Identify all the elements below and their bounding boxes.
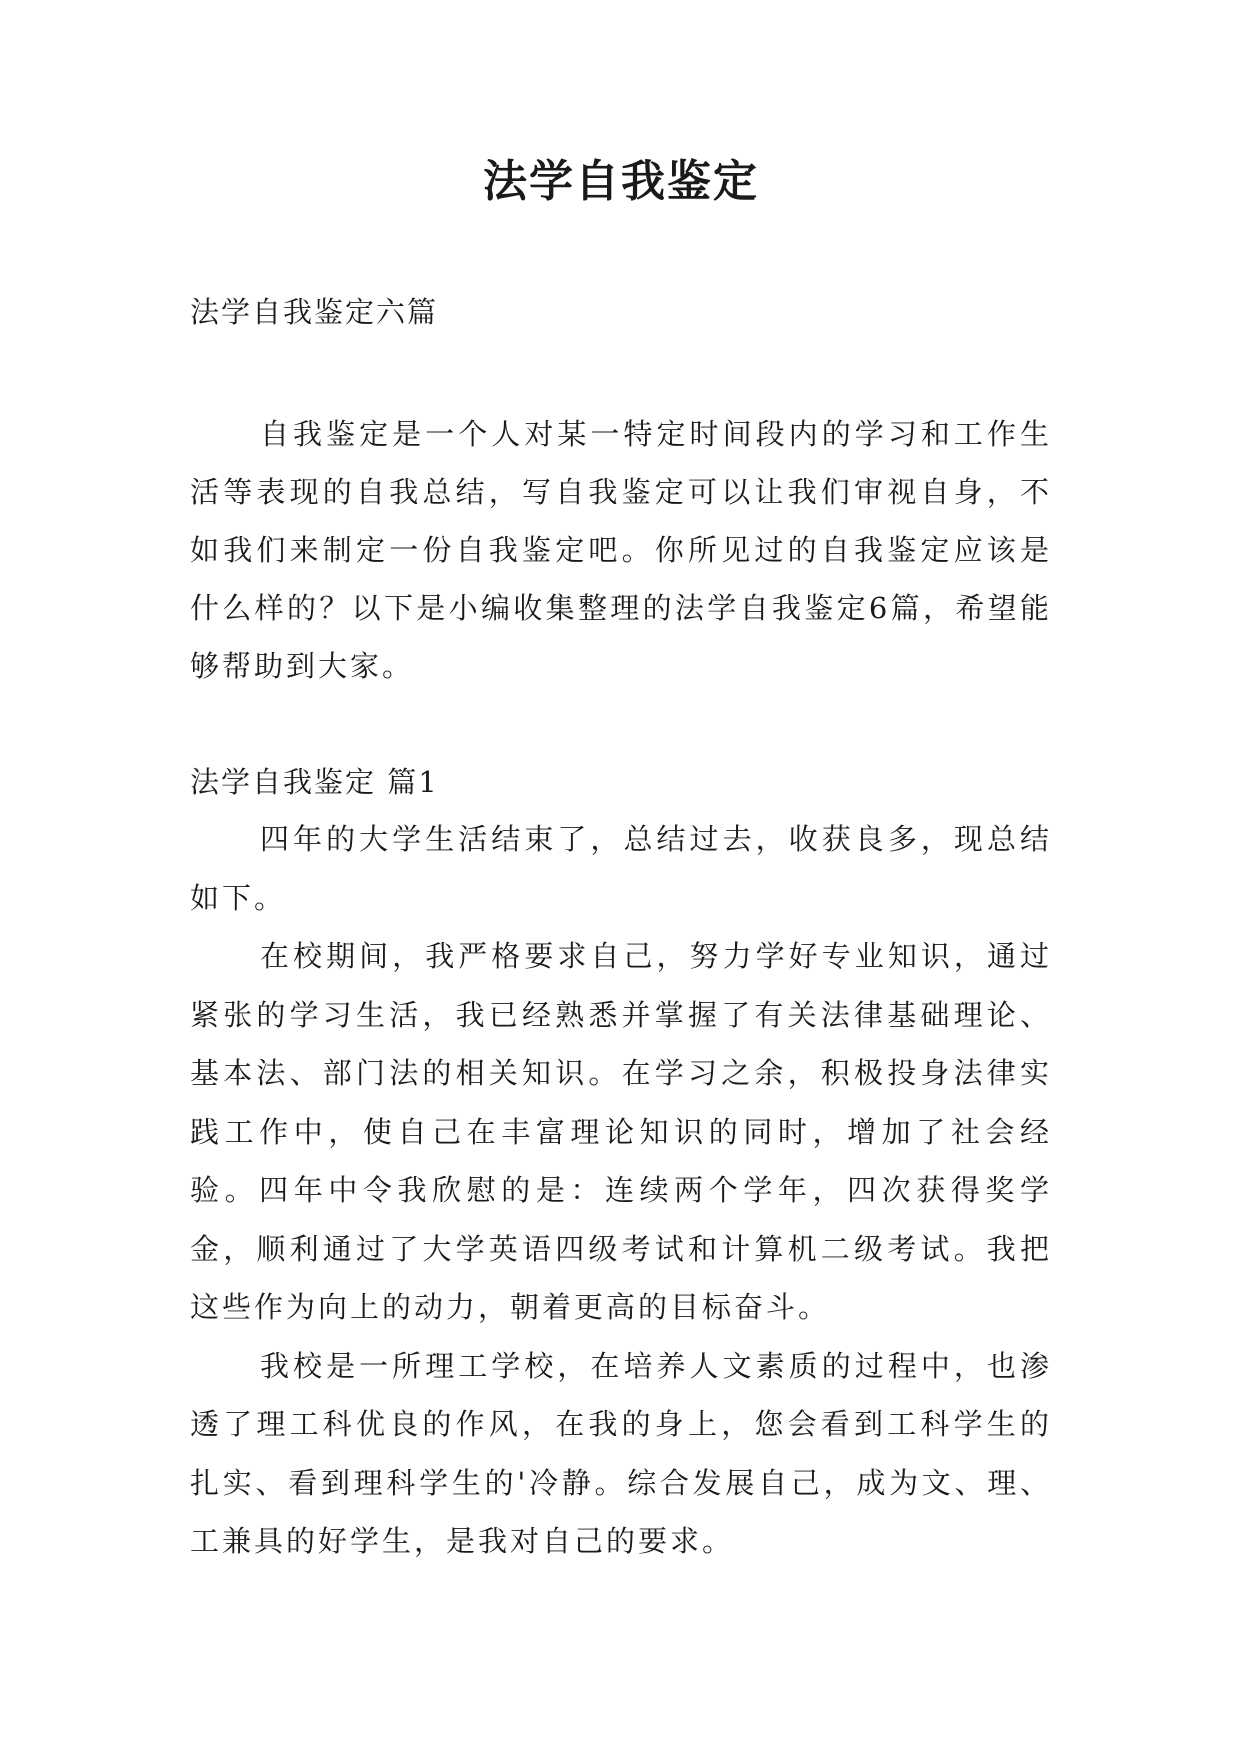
document-title: 法学自我鉴定 — [483, 156, 759, 207]
section-heading: 法学自我鉴定 篇1 — [190, 765, 439, 799]
body-paragraph-1: 四年的大学生活结束了，总结过去，收获良多，现总结如下。 — [190, 822, 1052, 915]
intro-paragraph: 自我鉴定是一个人对某一特定时间段内的学习和工作生活等表现的自我总结，写自我鉴定可以让我们审视自身，不如我们来制定一份自我鉴定吧。你所见过的自我鉴定应该是什么样的？以下是小编收集整理的法学自我鉴定6篇，希望能够帮助到大家。 — [190, 417, 1052, 683]
body-paragraph-2: 在校期间，我严格要求自己，努力学好专业知识，通过紧张的学习生活，我已经熟悉并掌握了有关法律基础理论、基本法、部门法的相关知识。在学习之余，积极投身法律实践工作中，使自己在丰富理论知识的同时，增加了社会经验。四年中令我欣慰的是：连续两个学年，四次获得奖学金，顺利通过了大学英语四级考试和计算机二级考试。我把这些作为向上的动力，朝着更高的目标奋斗。 — [190, 939, 1052, 1324]
body-paragraph-3: 我校是一所理工学校，在培养人文素质的过程中，也渗透了理工科优良的作风，在我的身上，您会看到工科学生的扎实、看到理科学生的'冷静。综合发展自己，成为文、理、工兼具的好学生，是我对自己的要求。 — [190, 1348, 1052, 1558]
section-body — [190, 810, 1052, 1571]
document-subtitle: 法学自我鉴定六篇 — [190, 295, 439, 329]
